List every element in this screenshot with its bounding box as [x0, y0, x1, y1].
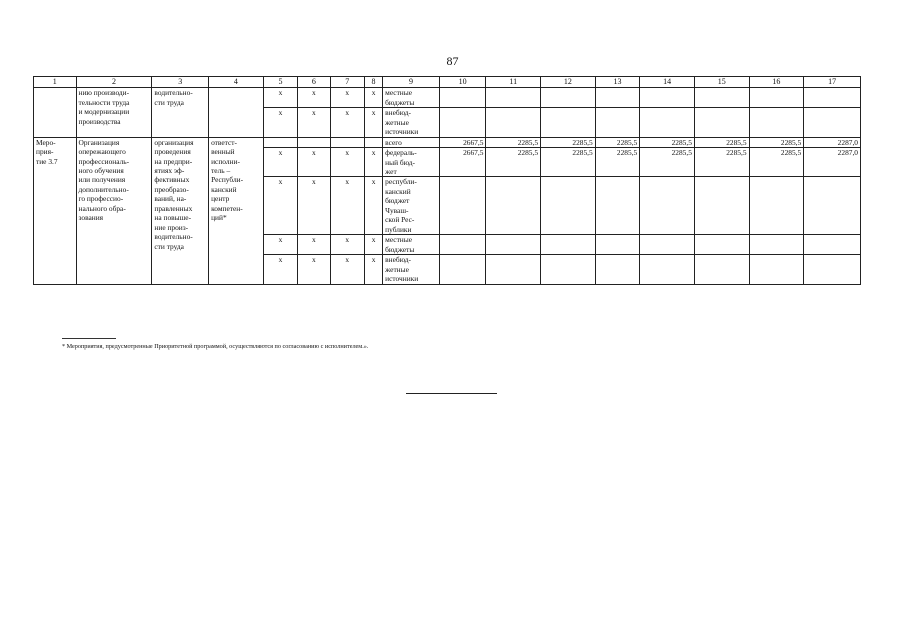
header-row: [34, 77, 861, 88]
value-cell: [595, 255, 640, 284]
value-cell: 2667,5: [439, 137, 486, 147]
header-cell: 17: [804, 77, 861, 88]
funding-source: внебюд- жетные источники: [383, 255, 440, 284]
value-cell: 2287,0: [804, 148, 861, 177]
x-mark: x: [263, 235, 297, 255]
value-cell: [640, 235, 695, 255]
header-cell: 4: [209, 77, 264, 88]
x-mark: x: [298, 177, 330, 235]
x-mark: [364, 137, 382, 147]
x-mark: x: [364, 88, 382, 108]
value-cell: [804, 255, 861, 284]
header-cell: 12: [541, 77, 596, 88]
value-cell: [541, 255, 596, 284]
value-cell: [694, 235, 749, 255]
value-cell: [541, 108, 596, 137]
value-cell: [439, 235, 486, 255]
measure-id-cell: [34, 88, 77, 137]
measure-id: Меро- прия- тие 3.7: [36, 137, 58, 166]
header-cell: 6: [298, 77, 330, 88]
value-cell: 2285,5: [640, 137, 695, 147]
value-cell: [640, 108, 695, 137]
value-cell: [541, 88, 596, 108]
measure-name-cell: [76, 137, 152, 284]
header-cell: 14: [640, 77, 695, 88]
value-cell: 2285,5: [749, 137, 804, 147]
value-cell: [804, 88, 861, 108]
value-cell: [694, 88, 749, 108]
x-mark: x: [298, 88, 330, 108]
x-mark: x: [330, 108, 364, 137]
funding-source: всего: [383, 137, 440, 147]
continued-measure-name: нию производи- тельности труда и модернизации производства: [78, 88, 130, 126]
value-cell: [486, 88, 541, 108]
value-cell: [439, 108, 486, 137]
continued-event-text: водительно- сти труда: [154, 88, 193, 107]
value-cell: [541, 177, 596, 235]
measure-event-cell: [152, 137, 209, 284]
header-cell: 5: [263, 77, 297, 88]
value-cell: [486, 177, 541, 235]
x-mark: x: [364, 255, 382, 284]
value-cell: 2285,5: [595, 137, 640, 147]
value-cell: [486, 108, 541, 137]
value-cell: [595, 108, 640, 137]
x-mark: x: [263, 88, 297, 108]
footnote-separator: [62, 338, 116, 339]
value-cell: 2285,5: [541, 137, 596, 147]
x-mark: x: [330, 235, 364, 255]
x-mark: x: [330, 148, 364, 177]
header-cell: 8: [364, 77, 382, 88]
x-mark: x: [364, 148, 382, 177]
header-cell: 16: [749, 77, 804, 88]
funding-source: местные бюджеты: [383, 88, 440, 108]
x-mark: [330, 137, 364, 147]
funding-source: федераль- ный бюд- жет: [383, 148, 440, 177]
x-mark: x: [364, 177, 382, 235]
header-cell: 1: [34, 77, 77, 88]
header-cell: 11: [486, 77, 541, 88]
value-cell: [595, 235, 640, 255]
x-mark: [263, 137, 297, 147]
x-mark: x: [263, 177, 297, 235]
value-cell: [439, 255, 486, 284]
header-cell: 10: [439, 77, 486, 88]
measure-event-cell: [152, 88, 209, 137]
header-cell: 2: [76, 77, 152, 88]
value-cell: 2285,5: [541, 148, 596, 177]
value-cell: [749, 255, 804, 284]
executor-cell: [209, 137, 264, 284]
table-row: [34, 137, 861, 147]
footnote: * Мероприятия, предусмотренные Приоритетной программой, осуществляются по согласованию с исполнителем.».: [62, 343, 369, 350]
value-cell: [804, 235, 861, 255]
page-number: 87: [446, 54, 459, 68]
x-mark: x: [298, 255, 330, 284]
value-cell: [640, 88, 695, 108]
header-cell: 15: [694, 77, 749, 88]
value-cell: [749, 108, 804, 137]
x-mark: x: [330, 177, 364, 235]
funding-source: внебюд- жетные источники: [383, 108, 440, 137]
value-cell: 2285,5: [694, 148, 749, 177]
value-cell: [541, 235, 596, 255]
x-mark: x: [298, 148, 330, 177]
value-cell: 2285,5: [749, 148, 804, 177]
value-cell: [595, 177, 640, 235]
x-mark: x: [263, 148, 297, 177]
value-cell: 2285,5: [595, 148, 640, 177]
measure-id-cell: [34, 137, 77, 284]
value-cell: [804, 108, 861, 137]
value-cell: 2285,5: [694, 137, 749, 147]
value-cell: [640, 255, 695, 284]
value-cell: [439, 88, 486, 108]
x-mark: x: [298, 108, 330, 137]
value-cell: [694, 255, 749, 284]
header-cell: 3: [152, 77, 209, 88]
value-cell: 2667,5: [439, 148, 486, 177]
header-cell: 9: [383, 77, 440, 88]
x-mark: x: [364, 108, 382, 137]
value-cell: [640, 177, 695, 235]
table-row: [34, 88, 861, 108]
end-of-document-rule: [406, 393, 497, 394]
executor-text: ответст- венный исполни- тель – Республи- канский центр компетен- ций*: [211, 137, 244, 223]
x-mark: x: [298, 235, 330, 255]
executor-cell: [209, 88, 264, 137]
value-cell: 2285,5: [486, 137, 541, 147]
x-mark: x: [364, 235, 382, 255]
x-mark: [298, 137, 330, 147]
value-cell: [749, 235, 804, 255]
value-cell: [486, 235, 541, 255]
funding-source: местные бюджеты: [383, 235, 440, 255]
header-cell: 7: [330, 77, 364, 88]
value-cell: [749, 88, 804, 108]
value-cell: 2287,0: [804, 137, 861, 147]
value-cell: [749, 177, 804, 235]
x-mark: x: [330, 255, 364, 284]
value-cell: [595, 88, 640, 108]
value-cell: [439, 177, 486, 235]
funding-source: республи- канский бюджет Чуваш- ской Рес- публики: [383, 177, 440, 235]
value-cell: 2285,5: [640, 148, 695, 177]
header-cell: 13: [595, 77, 640, 88]
value-cell: [694, 108, 749, 137]
value-cell: 2285,5: [486, 148, 541, 177]
event-text: организация проведения на предпри- ятиях эф- фективных преобразо- ваний, на- правленных на повыше- ние произ- водительно- сти труда: [154, 137, 194, 251]
x-mark: x: [330, 88, 364, 108]
value-cell: [486, 255, 541, 284]
value-cell: [694, 177, 749, 235]
measure-name: Организация опережающего профессиональ- ного обучения или получения дополнительно- го профессио- нального обра- зования: [78, 137, 130, 223]
x-mark: x: [263, 108, 297, 137]
measure-name-cell: [76, 88, 152, 137]
financing-table: [33, 76, 861, 285]
x-mark: x: [263, 255, 297, 284]
value-cell: [804, 177, 861, 235]
